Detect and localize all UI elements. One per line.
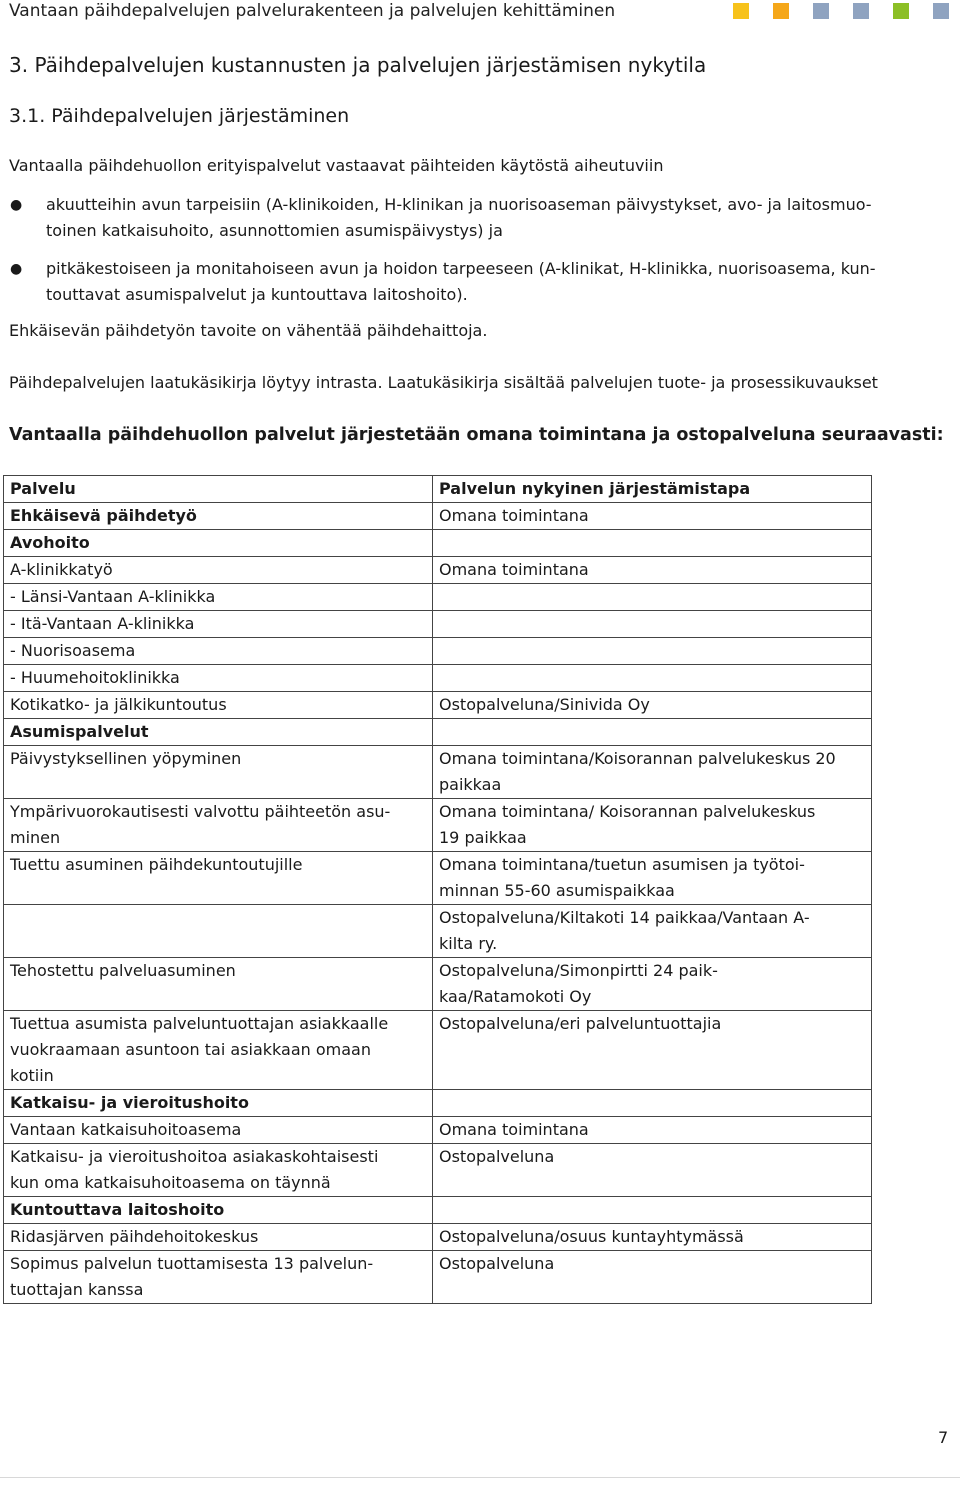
cell-line: Omana toimintana/Koisorannan palvelukeskus 20 — [439, 749, 836, 768]
service-cell — [4, 1011, 433, 1090]
cell-line: kaa/Ratamokoti Oy — [439, 987, 592, 1006]
cell-line: - Länsi-Vantaan A-klinikka — [10, 587, 216, 606]
cell-line: kun oma katkaisuhoitoasema on täynnä — [10, 1173, 331, 1192]
table-row — [4, 692, 872, 719]
table-row — [4, 1197, 872, 1224]
table-row — [4, 1117, 872, 1144]
cell-line: Katkaisu- ja vieroitushoito — [10, 1093, 249, 1112]
cell-line: vuokraamaan asuntoon tai asiakkaan omaan — [10, 1040, 371, 1059]
page-number: 7 — [938, 1428, 949, 1447]
header-square-icon — [813, 3, 829, 19]
cell-line: Ehkäisevä päihdetyö — [10, 506, 197, 525]
table-row — [4, 746, 872, 799]
service-cell — [4, 1224, 433, 1251]
arrangement-cell — [433, 1251, 872, 1304]
arrangement-cell — [433, 905, 872, 958]
arrangement-cell — [433, 503, 872, 530]
cell-line: minnan 55-60 asumispaikkaa — [439, 881, 675, 900]
arrangement-cell — [433, 746, 872, 799]
bullet-line: toinen katkaisuhoito, asunnottomien asumispäivystys) ja — [46, 221, 503, 240]
service-cell — [4, 584, 433, 611]
cell-line: Omana toimintana — [439, 1120, 589, 1139]
arrangement-cell — [433, 665, 872, 692]
table-row — [4, 1090, 872, 1117]
table-row — [4, 503, 872, 530]
service-cell — [4, 746, 433, 799]
table-row — [4, 611, 872, 638]
cell-line: Ostopalveluna/osuus kuntayhtymässä — [439, 1227, 744, 1246]
cell-line: - Nuorisoasema — [10, 641, 136, 660]
arrangement-cell — [433, 692, 872, 719]
footer-divider — [0, 1477, 960, 1478]
intro-paragraph: Vantaalla päihdehuollon erityispalvelut vastaavat päihteiden käytöstä aiheutuviin — [9, 156, 664, 175]
header-cell-service: Palvelu — [4, 476, 433, 503]
service-cell — [4, 1251, 433, 1304]
service-cell — [4, 530, 433, 557]
service-cell — [4, 719, 433, 746]
service-cell — [4, 905, 433, 958]
bullet-text — [46, 256, 876, 308]
table-row — [4, 905, 872, 958]
bullet-line: pitkäkestoiseen ja monitahoiseen avun ja hoidon tarpeeseen (A-klinikat, H-klinikka, nuorisoasema, kun- — [46, 259, 876, 278]
cell-line: Ridasjärven päihdehoitokeskus — [10, 1227, 259, 1246]
service-cell — [4, 799, 433, 852]
cell-line: Ostopalveluna/Kiltakoti 14 paikkaa/Vantaan A- — [439, 908, 810, 927]
header-square-icon — [853, 3, 869, 19]
cell-line: Ostopalveluna/Sinivida Oy — [439, 695, 650, 714]
cell-line: kotiin — [10, 1066, 54, 1085]
service-cell — [4, 503, 433, 530]
cell-line: Kuntouttava laitoshoito — [10, 1200, 225, 1219]
bullet-line: akuutteihin avun tarpeisiin (A-klinikoiden, H-klinikan ja nuorisoaseman päivystykset, avo- ja laitosmuo- — [46, 195, 872, 214]
table-row — [4, 638, 872, 665]
header-square-icon — [893, 3, 909, 19]
document-header-title: Vantaan päihdepalvelujen palvelurakenteen ja palvelujen kehittäminen — [9, 1, 616, 21]
table-row — [4, 719, 872, 746]
arrangement-cell — [433, 638, 872, 665]
cell-line: minen — [10, 828, 61, 847]
table-row — [4, 852, 872, 905]
arrangement-cell — [433, 530, 872, 557]
service-cell — [4, 1117, 433, 1144]
cell-line: Omana toimintana/ Koisorannan palvelukeskus — [439, 802, 816, 821]
header-cell-arrangement: Palvelun nykyinen järjestämistapa — [433, 476, 872, 503]
table-row — [4, 958, 872, 1011]
cell-line: Asumispalvelut — [10, 722, 149, 741]
cell-line: kilta ry. — [439, 934, 498, 953]
quality-manual-paragraph: Päihdepalvelujen laatukäsikirja löytyy intrasta. Laatukäsikirja sisältää palvelujen tuote- ja prosessikuvaukset — [9, 373, 878, 392]
arrangement-cell — [433, 1144, 872, 1197]
table-row — [4, 1224, 872, 1251]
table-row — [4, 799, 872, 852]
bullet-dot-icon: ● — [10, 261, 23, 277]
cell-line: Ostopalveluna — [439, 1254, 555, 1273]
service-cell — [4, 665, 433, 692]
cell-line: Ympärivuorokautisesti valvottu päihteetön asu- — [10, 802, 391, 821]
bullet-text — [46, 192, 872, 244]
cell-line: Vantaan katkaisuhoitoasema — [10, 1120, 242, 1139]
cell-line: Ostopalveluna/eri palveluntuottajia — [439, 1014, 722, 1033]
subsection-title: 3.1. Päihdepalvelujen järjestäminen — [9, 105, 350, 127]
service-cell — [4, 1197, 433, 1224]
section-title: 3. Päihdepalvelujen kustannusten ja palvelujen järjestämisen nykytila — [9, 53, 707, 77]
arrangement-cell — [433, 719, 872, 746]
cell-line: Omana toimintana — [439, 506, 589, 525]
arrangement-cell — [433, 1011, 872, 1090]
arrangement-cell — [433, 852, 872, 905]
table-row — [4, 665, 872, 692]
service-cell — [4, 958, 433, 1011]
cell-line: Kotikatko- ja jälkikuntoutus — [10, 695, 227, 714]
cell-line: A-klinikkatyö — [10, 560, 113, 579]
table-intro: Vantaalla päihdehuollon palvelut järjestetään omana toimintana ja ostopalveluna seuraavasti: — [9, 425, 944, 445]
cell-line: Tuettu asuminen päihdekuntoutujille — [10, 855, 303, 874]
table-row — [4, 557, 872, 584]
cell-line: Ostopalveluna — [439, 1147, 555, 1166]
table-row — [4, 530, 872, 557]
arrangement-cell — [433, 1117, 872, 1144]
cell-line: - Itä-Vantaan A-klinikka — [10, 614, 195, 633]
arrangement-cell — [433, 584, 872, 611]
service-cell — [4, 1090, 433, 1117]
table-row — [4, 1251, 872, 1304]
services-table — [3, 475, 872, 1304]
arrangement-cell — [433, 958, 872, 1011]
cell-line: Sopimus palvelun tuottamisesta 13 palvelun- — [10, 1254, 374, 1273]
goal-paragraph: Ehkäisevän päihdetyön tavoite on vähentää päihdehaittoja. — [9, 321, 488, 340]
header-square-icon — [933, 3, 949, 19]
header-square-icon — [773, 3, 789, 19]
cell-line: Tehostettu palveluasuminen — [10, 961, 236, 980]
cell-line: Omana toimintana — [439, 560, 589, 579]
service-cell — [4, 611, 433, 638]
service-cell — [4, 852, 433, 905]
cell-line: Katkaisu- ja vieroitushoitoa asiakaskohtaisesti — [10, 1147, 379, 1166]
arrangement-cell — [433, 557, 872, 584]
cell-line: tuottajan kanssa — [10, 1280, 144, 1299]
arrangement-cell — [433, 799, 872, 852]
table-header-row — [4, 476, 872, 503]
service-cell — [4, 638, 433, 665]
arrangement-cell — [433, 1090, 872, 1117]
header-square-icon — [733, 3, 749, 19]
bullet-dot-icon: ● — [10, 197, 23, 213]
cell-line: Tuettua asumista palveluntuottajan asiakkaalle — [10, 1014, 389, 1033]
arrangement-cell — [433, 1224, 872, 1251]
service-cell — [4, 692, 433, 719]
table-row — [4, 1011, 872, 1090]
service-cell — [4, 1144, 433, 1197]
cell-line: Päivystyksellinen yöpyminen — [10, 749, 242, 768]
arrangement-cell — [433, 611, 872, 638]
bullet-line: touttavat asumispalvelut ja kuntouttava laitoshoito). — [46, 285, 468, 304]
cell-line: Omana toimintana/tuetun asumisen ja työtoi- — [439, 855, 805, 874]
arrangement-cell — [433, 1197, 872, 1224]
cell-line: Avohoito — [10, 533, 90, 552]
cell-line: - Huumehoitoklinikka — [10, 668, 180, 687]
cell-line: 19 paikkaa — [439, 828, 527, 847]
service-cell — [4, 557, 433, 584]
table-row — [4, 584, 872, 611]
table-row — [4, 1144, 872, 1197]
cell-line: paikkaa — [439, 775, 502, 794]
cell-line: Ostopalveluna/Simonpirtti 24 paik- — [439, 961, 718, 980]
